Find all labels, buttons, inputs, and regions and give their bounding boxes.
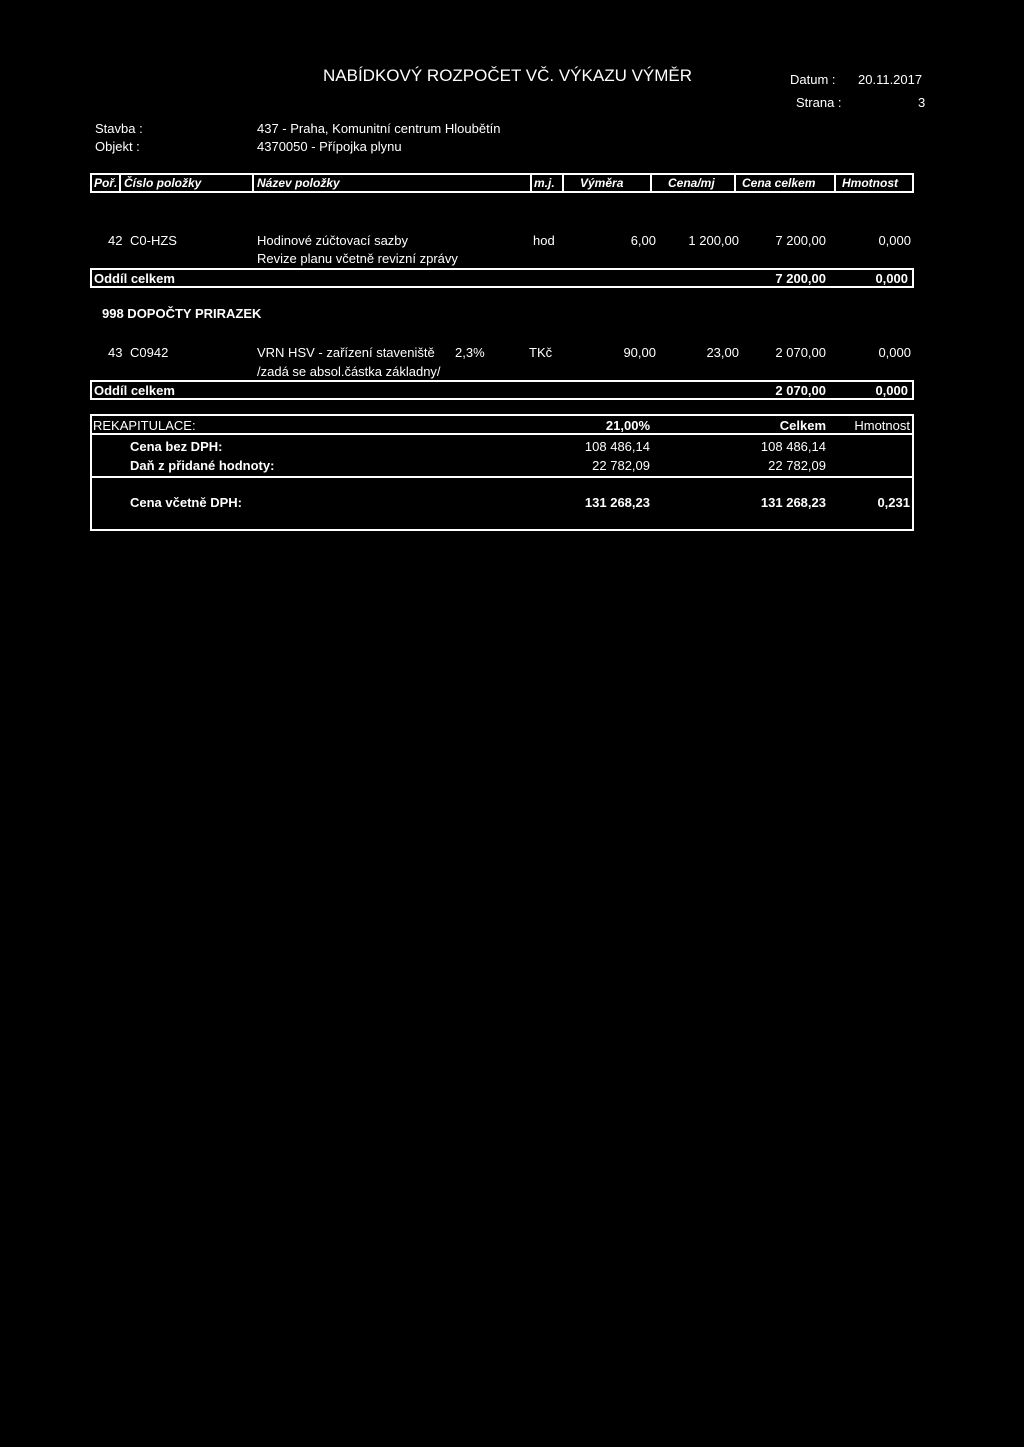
dph-value: 22 782,09 bbox=[592, 458, 650, 473]
cena-vcetne-dph-label: Cena včetně DPH: bbox=[130, 495, 242, 510]
col-header-mj: m.j. bbox=[534, 176, 555, 190]
objekt-value: 4370050 - Přípojka plynu bbox=[257, 139, 402, 154]
item-cislo: C0-HZS bbox=[130, 233, 177, 248]
col-header-cislo: Číslo položky bbox=[124, 176, 202, 190]
column-divider bbox=[530, 173, 532, 193]
column-divider bbox=[650, 173, 652, 193]
col-header-cena-mj: Cena/mj bbox=[668, 176, 715, 190]
strana-label: Strana : bbox=[796, 95, 842, 110]
dph-label: Daň z přidané hodnoty: bbox=[130, 458, 275, 473]
oddil-label: Oddíl celkem bbox=[94, 271, 175, 286]
cena-vcetne-dph-hmotnost: 0,231 bbox=[877, 495, 910, 510]
item-nazev-pct: 2,3% bbox=[455, 345, 485, 360]
column-divider bbox=[252, 173, 254, 193]
datum-label: Datum : bbox=[790, 72, 836, 87]
col-header-por: Poř. bbox=[94, 176, 118, 190]
oddil-label: Oddíl celkem bbox=[94, 383, 175, 398]
item-nazev-detail: /zadá se absol.částka základny/ bbox=[257, 364, 441, 379]
document-title: NABÍDKOVÝ ROZPOČET VČ. VÝKAZU VÝMĚR bbox=[323, 66, 693, 85]
rekapitulace-header-rule bbox=[90, 433, 914, 435]
col-header-cena-celkem: Cena celkem bbox=[742, 176, 816, 190]
rekapitulace-celkem-label: Celkem bbox=[779, 418, 826, 433]
cena-bez-dph-celkem: 108 486,14 bbox=[760, 439, 826, 454]
item-vymera: 90,00 bbox=[623, 345, 656, 360]
objekt-label: Objekt : bbox=[95, 139, 140, 154]
cena-vcetne-dph-celkem: 131 268,23 bbox=[760, 495, 826, 510]
column-divider bbox=[734, 173, 736, 193]
item-mj: hod bbox=[533, 233, 555, 248]
item-hmotnost: 0,000 bbox=[878, 345, 911, 360]
oddil-hmotnost: 0,000 bbox=[875, 271, 908, 286]
oddil-cena-celkem: 7 200,00 bbox=[775, 271, 826, 286]
item-cena-celkem: 2 070,00 bbox=[775, 345, 826, 360]
cena-vcetne-dph-value: 131 268,23 bbox=[584, 495, 650, 510]
dph-celkem: 22 782,09 bbox=[768, 458, 826, 473]
cena-bez-dph-label: Cena bez DPH: bbox=[130, 439, 223, 454]
cena-bez-dph-value: 108 486,14 bbox=[584, 439, 650, 454]
oddil-hmotnost: 0,000 bbox=[875, 383, 908, 398]
item-nazev-detail: Revize planu včetně revizní zprávy bbox=[257, 251, 458, 266]
item-vymera: 6,00 bbox=[630, 233, 656, 248]
item-cena-mj: 1 200,00 bbox=[688, 233, 739, 248]
strana-value: 3 bbox=[918, 95, 926, 110]
item-nazev: VRN HSV - zařízení staveniště bbox=[257, 345, 435, 360]
stavba-value: 437 - Praha, Komunitní centrum Hloubětín bbox=[257, 121, 501, 136]
col-header-nazev: Název položky bbox=[257, 176, 340, 190]
section-title: 998 DOPOČTY PRIRAZEK bbox=[102, 306, 262, 321]
rekapitulace-label: REKAPITULACE: bbox=[93, 418, 196, 433]
item-cena-celkem: 7 200,00 bbox=[775, 233, 826, 248]
item-mj: TKč bbox=[529, 345, 553, 360]
item-nazev: Hodinové zúčtovací sazby bbox=[257, 233, 409, 248]
item-cena-mj: 23,00 bbox=[706, 345, 739, 360]
oddil-cena-celkem: 2 070,00 bbox=[775, 383, 826, 398]
stavba-label: Stavba : bbox=[95, 121, 143, 136]
column-divider bbox=[834, 173, 836, 193]
rekapitulace-subtotal-rule bbox=[90, 476, 914, 478]
column-divider bbox=[119, 173, 121, 193]
datum-value: 20.11.2017 bbox=[858, 72, 923, 87]
item-por: 43 bbox=[108, 345, 123, 360]
col-header-vymera: Výměra bbox=[580, 176, 624, 190]
rekapitulace-hmotnost-label: Hmotnost bbox=[854, 418, 910, 433]
item-hmotnost: 0,000 bbox=[878, 233, 911, 248]
item-por: 42 bbox=[108, 233, 123, 248]
rekapitulace-rate: 21,00% bbox=[605, 418, 650, 433]
item-cislo: C0942 bbox=[130, 345, 169, 360]
column-divider bbox=[562, 173, 564, 193]
col-header-hmotnost: Hmotnost bbox=[842, 176, 898, 190]
